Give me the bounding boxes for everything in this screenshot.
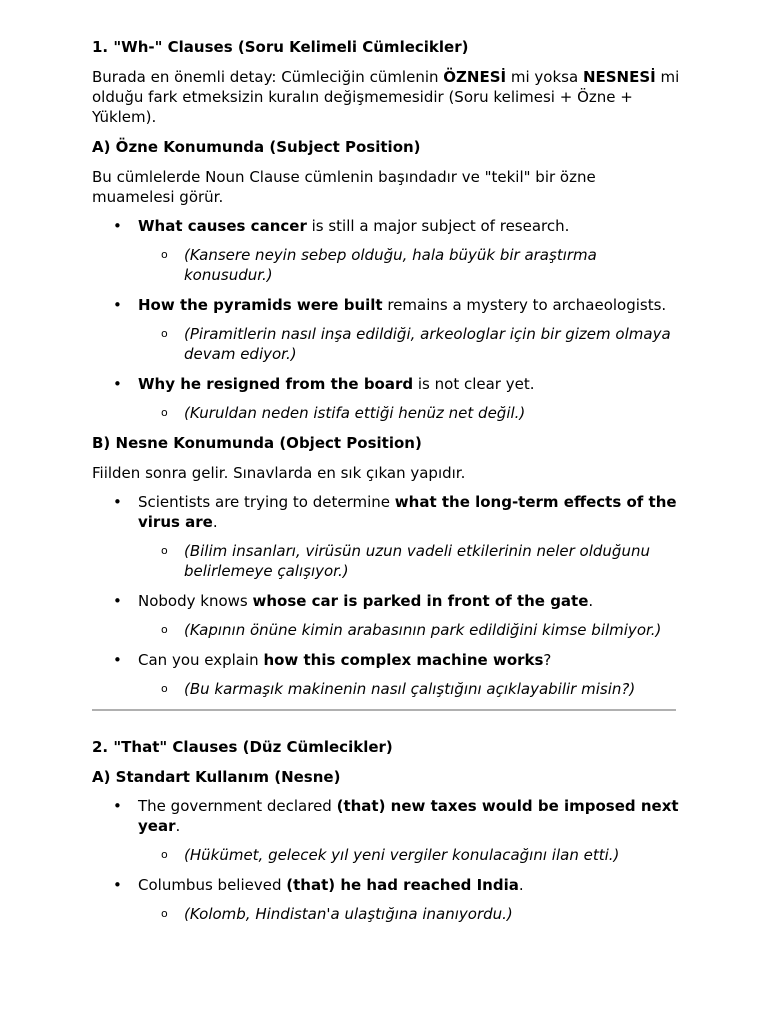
subsection-b-title: B) Nesne Konumunda (Object Position) (92, 434, 422, 452)
subsection-b-intro: Fiilden sonra gelir. Sınavlarda en sık çıkan yapıdır. (92, 464, 466, 482)
example-text: Nobody knows (138, 592, 253, 610)
bullet-icon: • (113, 651, 122, 669)
example-text: is still a major subject of research. (306, 217, 570, 235)
circle-bullet-icon: o (161, 544, 168, 557)
translation-text: (Piramitlerin nasıl inşa edildiği, arkeologlar için bir gizem olmaya devam ediyor.) (184, 325, 671, 363)
list-item (92, 875, 682, 895)
subsection-a-title: A) Özne Konumunda (Subject Position) (92, 138, 421, 156)
circle-bullet-icon: o (161, 248, 168, 261)
example-text: Columbus believed (138, 876, 287, 894)
circle-bullet-icon: o (161, 327, 168, 340)
translation-item (92, 904, 682, 924)
circle-bullet-icon: o (161, 406, 168, 419)
section-2-title: 2. "That" Clauses (Düz Cümlecikler) (92, 738, 393, 756)
example-clause: What causes cancer (138, 217, 307, 235)
translation-text: (Kapının önüne kimin arabasının park edildiğini kimse bilmiyor.) (184, 621, 662, 639)
translation-text: (Bilim insanları, virüsün uzun vadeli etkilerinin neler olduğunu belirlemeye çalışıyor.) (184, 542, 650, 580)
section-divider (92, 709, 676, 711)
translation-item (92, 541, 682, 581)
example-clause: how this complex machine works (263, 651, 544, 669)
example-clause: Why he resigned from the board (138, 375, 414, 393)
circle-bullet-icon: o (161, 682, 168, 695)
translation-item (92, 620, 682, 640)
list-item (92, 650, 682, 670)
translation-item (92, 324, 682, 364)
bullet-icon: • (113, 217, 122, 235)
circle-bullet-icon: o (161, 848, 168, 861)
translation-item (92, 403, 682, 423)
intro-text: Burada en önemli detay: Cümleciğin cümlenin (92, 68, 444, 86)
list-item (92, 591, 682, 611)
intro-text: mi yoksa (506, 68, 583, 86)
subject-examples-list (92, 216, 682, 423)
bullet-icon: • (113, 296, 122, 314)
example-punct: . (212, 513, 218, 531)
example-clause: what the long-term effects of the virus are (138, 493, 677, 531)
example-clause: (that) new taxes would be imposed next year (138, 797, 679, 835)
list-item (92, 216, 682, 236)
list-item (92, 492, 682, 532)
example-text: is not clear yet. (413, 375, 535, 393)
list-item (92, 295, 682, 315)
translation-item (92, 679, 682, 699)
document-page (92, 37, 682, 924)
translation-item (92, 845, 682, 865)
object-examples-list (92, 492, 682, 699)
example-clause: whose car is parked in front of the gate (252, 592, 589, 610)
circle-bullet-icon: o (161, 623, 168, 636)
list-item (92, 796, 682, 836)
bullet-icon: • (113, 797, 122, 815)
circle-bullet-icon: o (161, 907, 168, 920)
bullet-icon: • (113, 592, 122, 610)
example-text: remains a mystery to archaeologists. (382, 296, 667, 314)
translation-text: (Kansere neyin sebep olduğu, hala büyük bir araştırma konusudur.) (184, 246, 597, 284)
intro-emphasis-subject: ÖZNESİ (443, 68, 507, 86)
example-text: The government declared (138, 797, 337, 815)
example-clause: (that) he had reached India (286, 876, 519, 894)
example-punct: ? (543, 651, 552, 669)
example-clause: How the pyramids were built (138, 296, 383, 314)
translation-text: (Kuruldan neden istifa ettiği henüz net değil.) (184, 404, 526, 422)
intro-emphasis-object: NESNESİ (582, 68, 656, 86)
list-item (92, 374, 682, 394)
translation-item (92, 245, 682, 285)
that-examples-list (92, 796, 682, 924)
intro-text: mi olduğu fark etmeksizin kuralın değişmemesidir (Soru kelimesi + Özne + Yüklem). (92, 68, 680, 126)
section-2-subsection-a-title: A) Standart Kullanım (Nesne) (92, 768, 341, 786)
bullet-icon: • (113, 375, 122, 393)
example-punct: . (588, 592, 594, 610)
example-punct: . (518, 876, 524, 894)
subsection-a-intro: Bu cümlelerde Noun Clause cümlenin başındadır ve "tekil" bir özne muamelesi görür. (92, 168, 596, 206)
bullet-icon: • (113, 876, 122, 894)
section-1-intro (92, 67, 682, 127)
translation-text: (Kolomb, Hindistan'a ulaştığına inanıyordu.) (184, 905, 513, 923)
bullet-icon: • (113, 493, 122, 511)
example-punct: . (175, 817, 181, 835)
section-1-title: 1. "Wh-" Clauses (Soru Kelimeli Cümlecikler) (92, 38, 469, 56)
example-text: Scientists are trying to determine (138, 493, 395, 511)
example-text: Can you explain (138, 651, 264, 669)
translation-text: (Hükümet, gelecek yıl yeni vergiler konulacağını ilan etti.) (184, 846, 620, 864)
translation-text: (Bu karmaşık makinenin nasıl çalıştığını açıklayabilir misin?) (184, 680, 636, 698)
